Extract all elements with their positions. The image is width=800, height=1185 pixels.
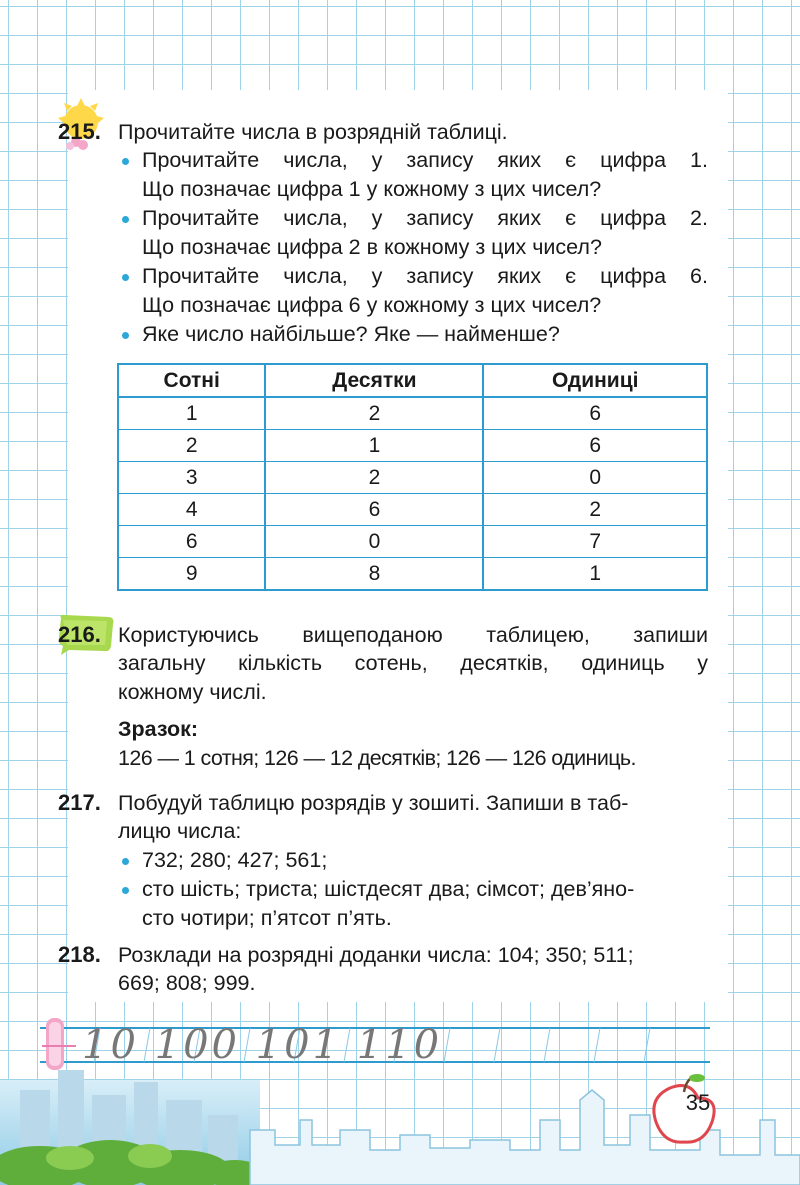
bullet-item: Прочитайте числа, у запису яких є цифра 2. [58, 204, 708, 233]
example-text: 126 — 1 сотня; 126 — 12 десятків; 126 — 126 одиниць. [118, 746, 636, 770]
table-cell: 2 [118, 430, 265, 462]
table-cell: 2 [265, 462, 483, 494]
bullet-item: 732; 280; 427; 561; [58, 846, 708, 875]
table-cell: 7 [483, 526, 707, 558]
table-cell: 2 [483, 494, 707, 526]
task-number: 216. [58, 622, 101, 647]
place-value-table [117, 363, 708, 591]
task-215 [58, 117, 708, 349]
table-cell: 6 [483, 430, 707, 462]
bullet-item: Прочитайте числа, у запису яких є цифра 1. [58, 146, 708, 175]
table-row [118, 494, 707, 526]
table-row [118, 526, 707, 558]
bullet-icon [122, 158, 129, 165]
header-units: Одиниці [483, 364, 707, 397]
task-216: 216. Користуючись вищеподаною таблицею, запиши загальну кількість сотень, десятків, одиниць у кожному числі. Зразок: 126 — 1 сотня; 126 — 12 десятків; 126 — 126 одиниць. [58, 620, 708, 773]
bullet-item-continuation: Що позначає цифра 2 в кожному з цих чисел? [142, 235, 602, 259]
bullet-item-continuation: сто чотири; п’ятсот п’ять. [142, 906, 392, 930]
task-title: Прочитайте числа в розрядній таблиці. [118, 120, 508, 144]
bullet-item: Яке число найбільше? Яке — найменше? [58, 320, 708, 349]
table-cell: 9 [118, 558, 265, 591]
table-row [118, 397, 707, 430]
bullet-item-continuation: Що позначає цифра 1 у кожному з цих чисел? [142, 177, 602, 201]
bullet-icon [122, 274, 129, 281]
table-header-row [118, 364, 707, 397]
bullet-icon [122, 332, 129, 339]
table-row [118, 430, 707, 462]
table-cell: 0 [265, 526, 483, 558]
table-row [118, 462, 707, 494]
city-skyline-illustration [0, 1060, 800, 1185]
task-number: 215. [58, 119, 101, 144]
task-217: 217. Побудуй таблицю розрядів у зошиті. Запиши в таб- лицю числа: 732; 280; 427; 561; сто шість; триста; шістдесят два; сімсот; дев’яно- сто чотири; п’ятсот п’ять. [58, 788, 708, 933]
task-218: 218. Розклади на розрядні доданки числа: 104; 350; 511; 669; 808; 999. [58, 942, 634, 995]
bullet-item: сто шість; триста; шістдесят два; сімсот; дев’яно- [58, 875, 708, 904]
bullet-icon [122, 858, 129, 865]
table-cell: 4 [118, 494, 265, 526]
table-cell: 6 [483, 397, 707, 430]
bullet-item-continuation: Що позначає цифра 6 у кожному з цих чисел? [142, 293, 602, 317]
bullet-icon [122, 887, 129, 894]
task-number: 218. [58, 942, 101, 967]
table-cell: 2 [265, 397, 483, 430]
table-cell: 6 [118, 526, 265, 558]
page-number: 35 [685, 1090, 711, 1115]
table-cell: 1 [265, 430, 483, 462]
task-number: 217. [58, 790, 101, 815]
header-hundreds: Сотні [118, 364, 265, 397]
table-row [118, 558, 707, 591]
handwriting-sample: 10 100 101 110 [82, 1022, 443, 1068]
table-cell: 1 [483, 558, 707, 591]
table-cell: 1 [118, 397, 265, 430]
table-cell: 0 [483, 462, 707, 494]
bullet-item: Прочитайте числа, у запису яких є цифра 6. [58, 262, 708, 291]
table-cell: 8 [265, 558, 483, 591]
bullet-icon [122, 216, 129, 223]
table-cell: 3 [118, 462, 265, 494]
example-label: Зразок: [118, 717, 199, 741]
header-tens: Десятки [265, 364, 483, 397]
table-cell: 6 [265, 494, 483, 526]
